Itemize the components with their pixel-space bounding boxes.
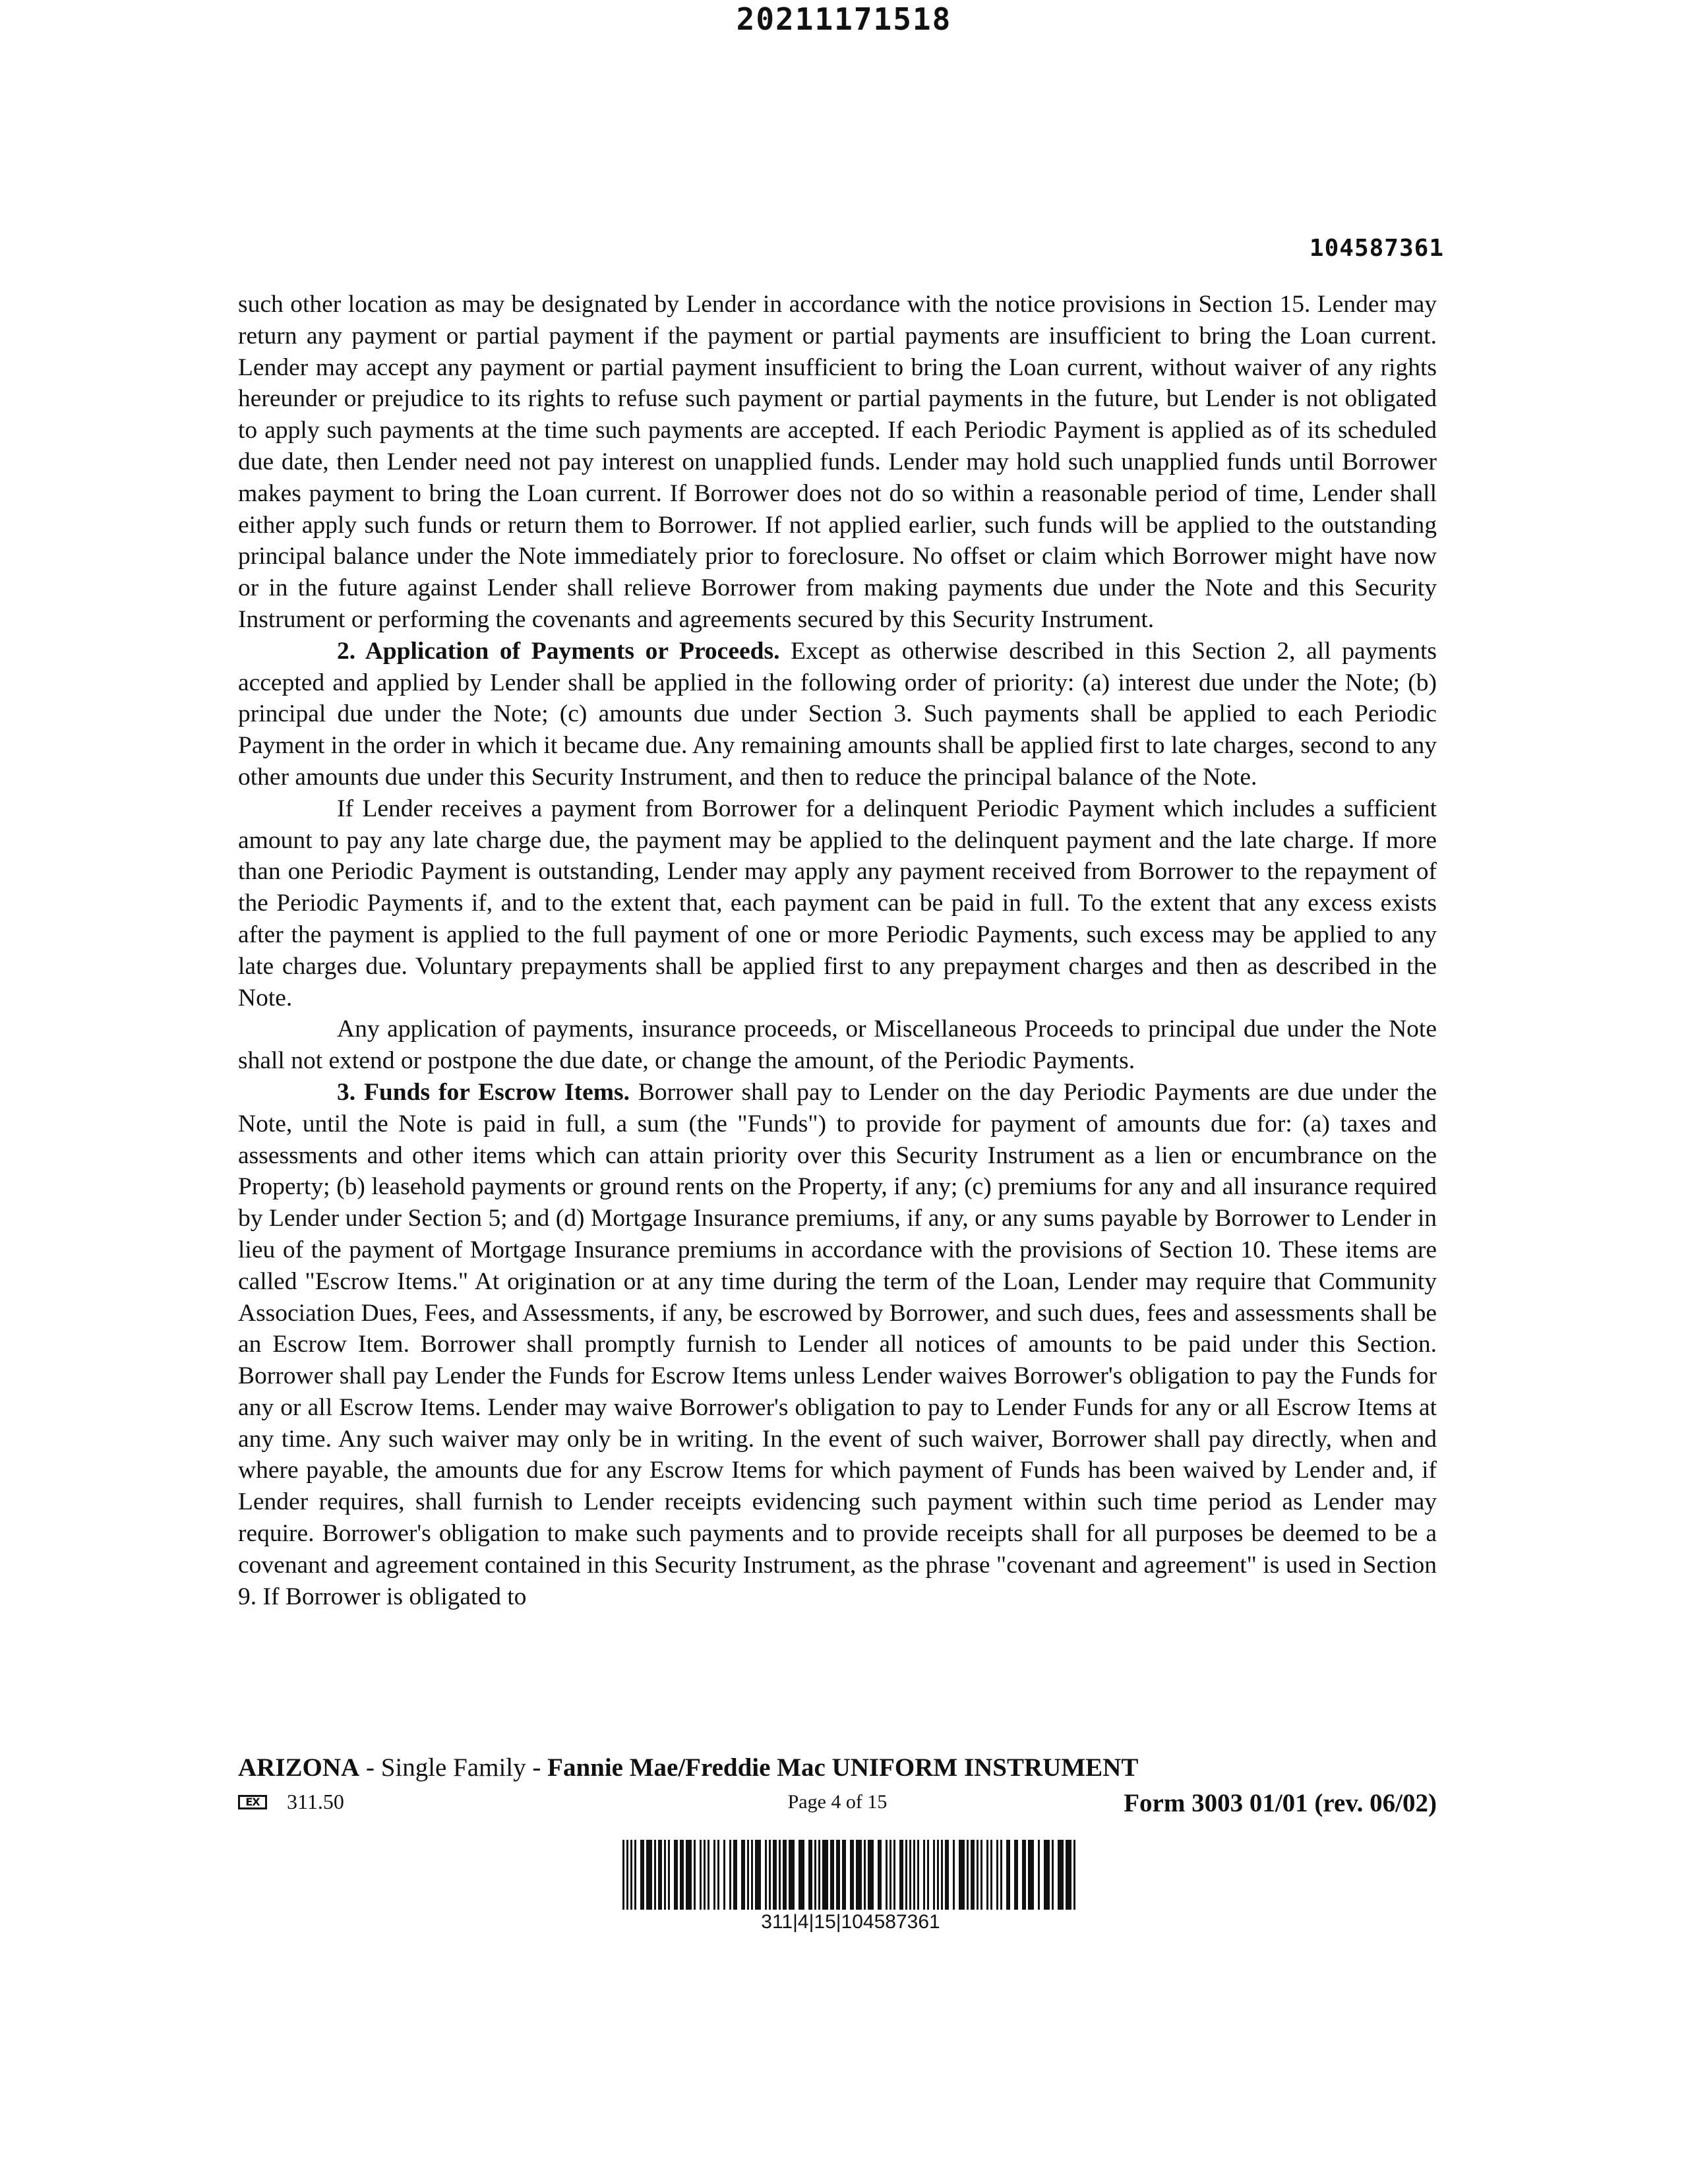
barcode-bar xyxy=(769,1840,771,1910)
barcode-bar xyxy=(945,1840,949,1910)
section-3-text: Borrower shall pay to Lender on the day Periodic Payments are due under the Note, until the Note is paid in full, a sum (the "Funds") to provide for payment of amounts due for: (a) taxes and assessments and other items which can attain priority over this Security Instrument as a lien or encumbrance on the Property; (b) leasehold payments or ground rents on the Property, if any; (c) premiums for any and all insurance required by Lender under Section 5; and (d) Mortgage Insurance premiums, if any, or any sums payable by Borrower to Lender in lieu of the payment of Mortgage Insurance premiums in accordance with the provisions of Section 10. These items are called "Escrow Items." At origination or at any time during the term of the Loan, Lender may require that Community Association Dues, Fees, and Assessments, if any, be escrowed by Borrower, and such dues, fees and assessments shall be an Escrow Item. Borrower shall promptly furnish to Lender all notices of amounts to be paid under this Section. Borrower shall pay Lender the Funds for Escrow Items unless Lender waives Borrower's obligation to pay the Funds for any or all Escrow Items. Lender may waive Borrower's obligation to pay to Lender Funds for any or all Escrow Items at any time. Any such waiver may only be in writing. In the event of such waiver, Borrower shall pay directly, when and where payable, the amounts due for any Escrow Items for which payment of Funds has been waived by Lender and, if Lender requires, shall furnish to Lender receipts evidencing such payment within such time period as Lender may require. Borrower's obligation to make such payments and to provide receipts shall for all purposes be deemed to be a covenant and agreement contained in this Security Instrument, as the phrase "covenant and agreement" is used in Section 9. If Borrower is obligated to xyxy=(238,1078,1437,1610)
barcode-bar xyxy=(646,1840,652,1910)
barcode-bar xyxy=(1066,1840,1071,1910)
footer-separator: - xyxy=(359,1753,381,1782)
paragraph-application-of-payments: Any application of payments, insurance proceeds, or Miscellaneous Proceeds to principal due under the Note shall not extend or postpone the due date, or change the amount, of the Periodic Payments. xyxy=(238,1016,1437,1075)
barcode-bar xyxy=(713,1840,715,1910)
barcode-bar xyxy=(1000,1840,1002,1910)
barcode-bar xyxy=(986,1840,988,1910)
barcode-bar xyxy=(1052,1840,1054,1910)
barcode-bar xyxy=(658,1840,662,1910)
footer-title xyxy=(238,1753,1138,1782)
barcode-bar xyxy=(830,1840,834,1910)
barcode-bar xyxy=(789,1840,795,1910)
barcode-bar xyxy=(717,1840,719,1910)
document-body xyxy=(238,289,1437,1612)
paragraph-delinquent-payment: If Lender receives a payment from Borrower for a delinquent Periodic Payment which includes a sufficient amount to pay any late charge due, the payment may be applied to the delinquent payment and the late charge. If more than one Periodic Payment is outstanding, Lender may apply any payment received from Borrower to the repayment of the Periodic Payments if, and to the extent that, each payment can be paid in full. To the extent that any excess exists after the payment is applied to the full payment of one or more Periodic Payments, such excess may be applied to any late charges due. Voluntary prepayments shall be applied first to any prepayment charges and then as described in the Note. xyxy=(238,795,1437,1012)
barcode-bar xyxy=(814,1840,816,1910)
barcode-bar xyxy=(927,1840,929,1910)
barcode-bar xyxy=(634,1840,636,1910)
barcode-bar xyxy=(765,1840,767,1910)
barcode-bar xyxy=(664,1840,666,1910)
barcode-bar xyxy=(878,1840,882,1910)
barcode-bar xyxy=(1058,1840,1064,1910)
barcode-bar xyxy=(937,1840,939,1910)
barcode-bar xyxy=(630,1840,632,1910)
barcode-text: 311|4|15|104587361 xyxy=(761,1911,940,1933)
barcode-bar xyxy=(1022,1840,1026,1910)
page-indicator: Page 4 of 15 xyxy=(787,1791,888,1813)
footer-separator: - xyxy=(526,1753,548,1782)
section-2-heading: 2. Application of Payments or Proceeds. xyxy=(337,637,780,665)
barcode-bar xyxy=(640,1840,644,1910)
barcode-bar xyxy=(917,1840,919,1910)
barcode-bar xyxy=(723,1840,725,1910)
barcode-bar xyxy=(783,1840,787,1910)
barcode-bar xyxy=(893,1840,895,1910)
barcode-bar xyxy=(913,1840,915,1910)
barcode-bar xyxy=(747,1840,749,1910)
barcode-bar xyxy=(680,1840,684,1910)
barcode-bar xyxy=(700,1840,702,1910)
recording-number: 20211171518 xyxy=(736,1,952,37)
barcode-bar xyxy=(1038,1840,1040,1910)
form-number: Form 3003 01/01 (rev. 06/02) xyxy=(1124,1789,1437,1817)
barcode-bar xyxy=(694,1840,696,1910)
section-2-text: Except as otherwise described in this Section 2, all payments accepted and applied by Lender shall be applied in the following order of priority: (a) interest due under the Note; (b) principal due under the Note; (c) amounts due under Section 3. Such payments shall be applied to each Periodic Payment in the order in which it became due. Any remaining amounts shall be applied first to late charges, second to any other amounts due under this Security Instrument, and then to reduce the principal balance of the Note. xyxy=(238,637,1437,791)
barcode-bar xyxy=(779,1840,781,1910)
barcode-bar xyxy=(850,1840,854,1910)
barcode-bar xyxy=(933,1840,935,1910)
barcode-bar xyxy=(905,1840,907,1910)
section-3-paragraph xyxy=(238,1077,1437,1613)
loan-number: 104587361 xyxy=(1309,235,1444,262)
barcode-bar xyxy=(773,1840,777,1910)
barcode-bar xyxy=(856,1840,862,1910)
barcode-bar xyxy=(1044,1840,1050,1910)
paragraph-payment-location: such other location as may be designated by Lender in accordance with the notice provisions in Section 15. Lender may return any payment or partial payment if the payment or partial payments are insufficient to bring the Loan current. Lender may accept any payment or partial payment insufficient to bring the Loan current, without waiver of any rights hereunder or prejudice to its rights to refuse such payment or partial payments in the future, but Lender is not obligated to apply such payments at the time such payments are accepted. If each Periodic Payment is applied as of its scheduled due date, then Lender need not pay interest on unapplied funds. Lender may hold such unapplied funds until Borrower makes payment to bring the Loan current. If Borrower does not do so within a reasonable period of time, Lender shall either apply such funds or return them to Borrower. If not applied earlier, such funds will be applied to the outstanding principal balance under the Note immediately prior to foreclosure. No offset or claim which Borrower might have now or in the future against Lender shall relieve Borrower from making payments due under the Note and this Security Instrument or performing the covenants and agreements secured by this Security Instrument. xyxy=(238,291,1437,633)
barcode-bar xyxy=(909,1840,911,1910)
barcode-bar xyxy=(704,1840,706,1910)
footer-row xyxy=(238,1788,1437,1821)
barcode-bar xyxy=(686,1840,692,1910)
barcode-bar xyxy=(842,1840,846,1910)
barcode-bar xyxy=(755,1840,761,1910)
barcode-bar xyxy=(808,1840,812,1910)
barcode-bar xyxy=(868,1840,874,1910)
barcode-bar xyxy=(729,1840,731,1910)
barcode-bar xyxy=(668,1840,670,1910)
barcode-bar xyxy=(1014,1840,1018,1910)
barcode-bar xyxy=(626,1840,628,1910)
barcode-bar xyxy=(990,1840,992,1910)
barcode-bar xyxy=(886,1840,888,1910)
barcode-bar xyxy=(864,1840,866,1910)
barcode-bar xyxy=(751,1840,753,1910)
barcode-bar xyxy=(1073,1840,1075,1910)
footer-instrument: Fannie Mae/Freddie Mac UNIFORM INSTRUMENT xyxy=(547,1753,1139,1782)
barcode-bar xyxy=(674,1840,678,1910)
barcode-bar xyxy=(889,1840,891,1910)
barcode-bar xyxy=(818,1840,820,1910)
barcode-bar xyxy=(923,1840,925,1910)
barcode-bar xyxy=(822,1840,828,1910)
barcode-bar xyxy=(836,1840,840,1910)
section-3-heading: 3. Funds for Escrow Items. xyxy=(337,1078,630,1106)
barcode-bar xyxy=(971,1840,975,1910)
footer-state: ARIZONA xyxy=(238,1753,360,1782)
barcode-bar xyxy=(899,1840,903,1910)
barcode-bar xyxy=(996,1840,998,1910)
barcode-bar xyxy=(980,1840,982,1910)
document-code: 311.50 xyxy=(287,1790,344,1813)
ex-logo: EX xyxy=(238,1795,267,1809)
barcode-bar xyxy=(708,1840,709,1910)
barcode-bar xyxy=(741,1840,745,1910)
barcode-bar xyxy=(622,1840,624,1910)
barcode-bar xyxy=(733,1840,737,1910)
barcode-bar xyxy=(1028,1840,1034,1910)
footer-family: Single Family xyxy=(380,1753,526,1782)
barcode-bar xyxy=(1006,1840,1010,1910)
barcode-bar xyxy=(967,1840,969,1910)
barcode-bar xyxy=(941,1840,943,1910)
barcode-bar xyxy=(959,1840,965,1910)
section-2-paragraph xyxy=(238,636,1437,793)
barcode-bar xyxy=(654,1840,656,1910)
barcode-bar xyxy=(953,1840,955,1910)
barcode-bar xyxy=(799,1840,804,1910)
barcode xyxy=(620,1840,1081,1910)
barcode-bar xyxy=(977,1840,979,1910)
